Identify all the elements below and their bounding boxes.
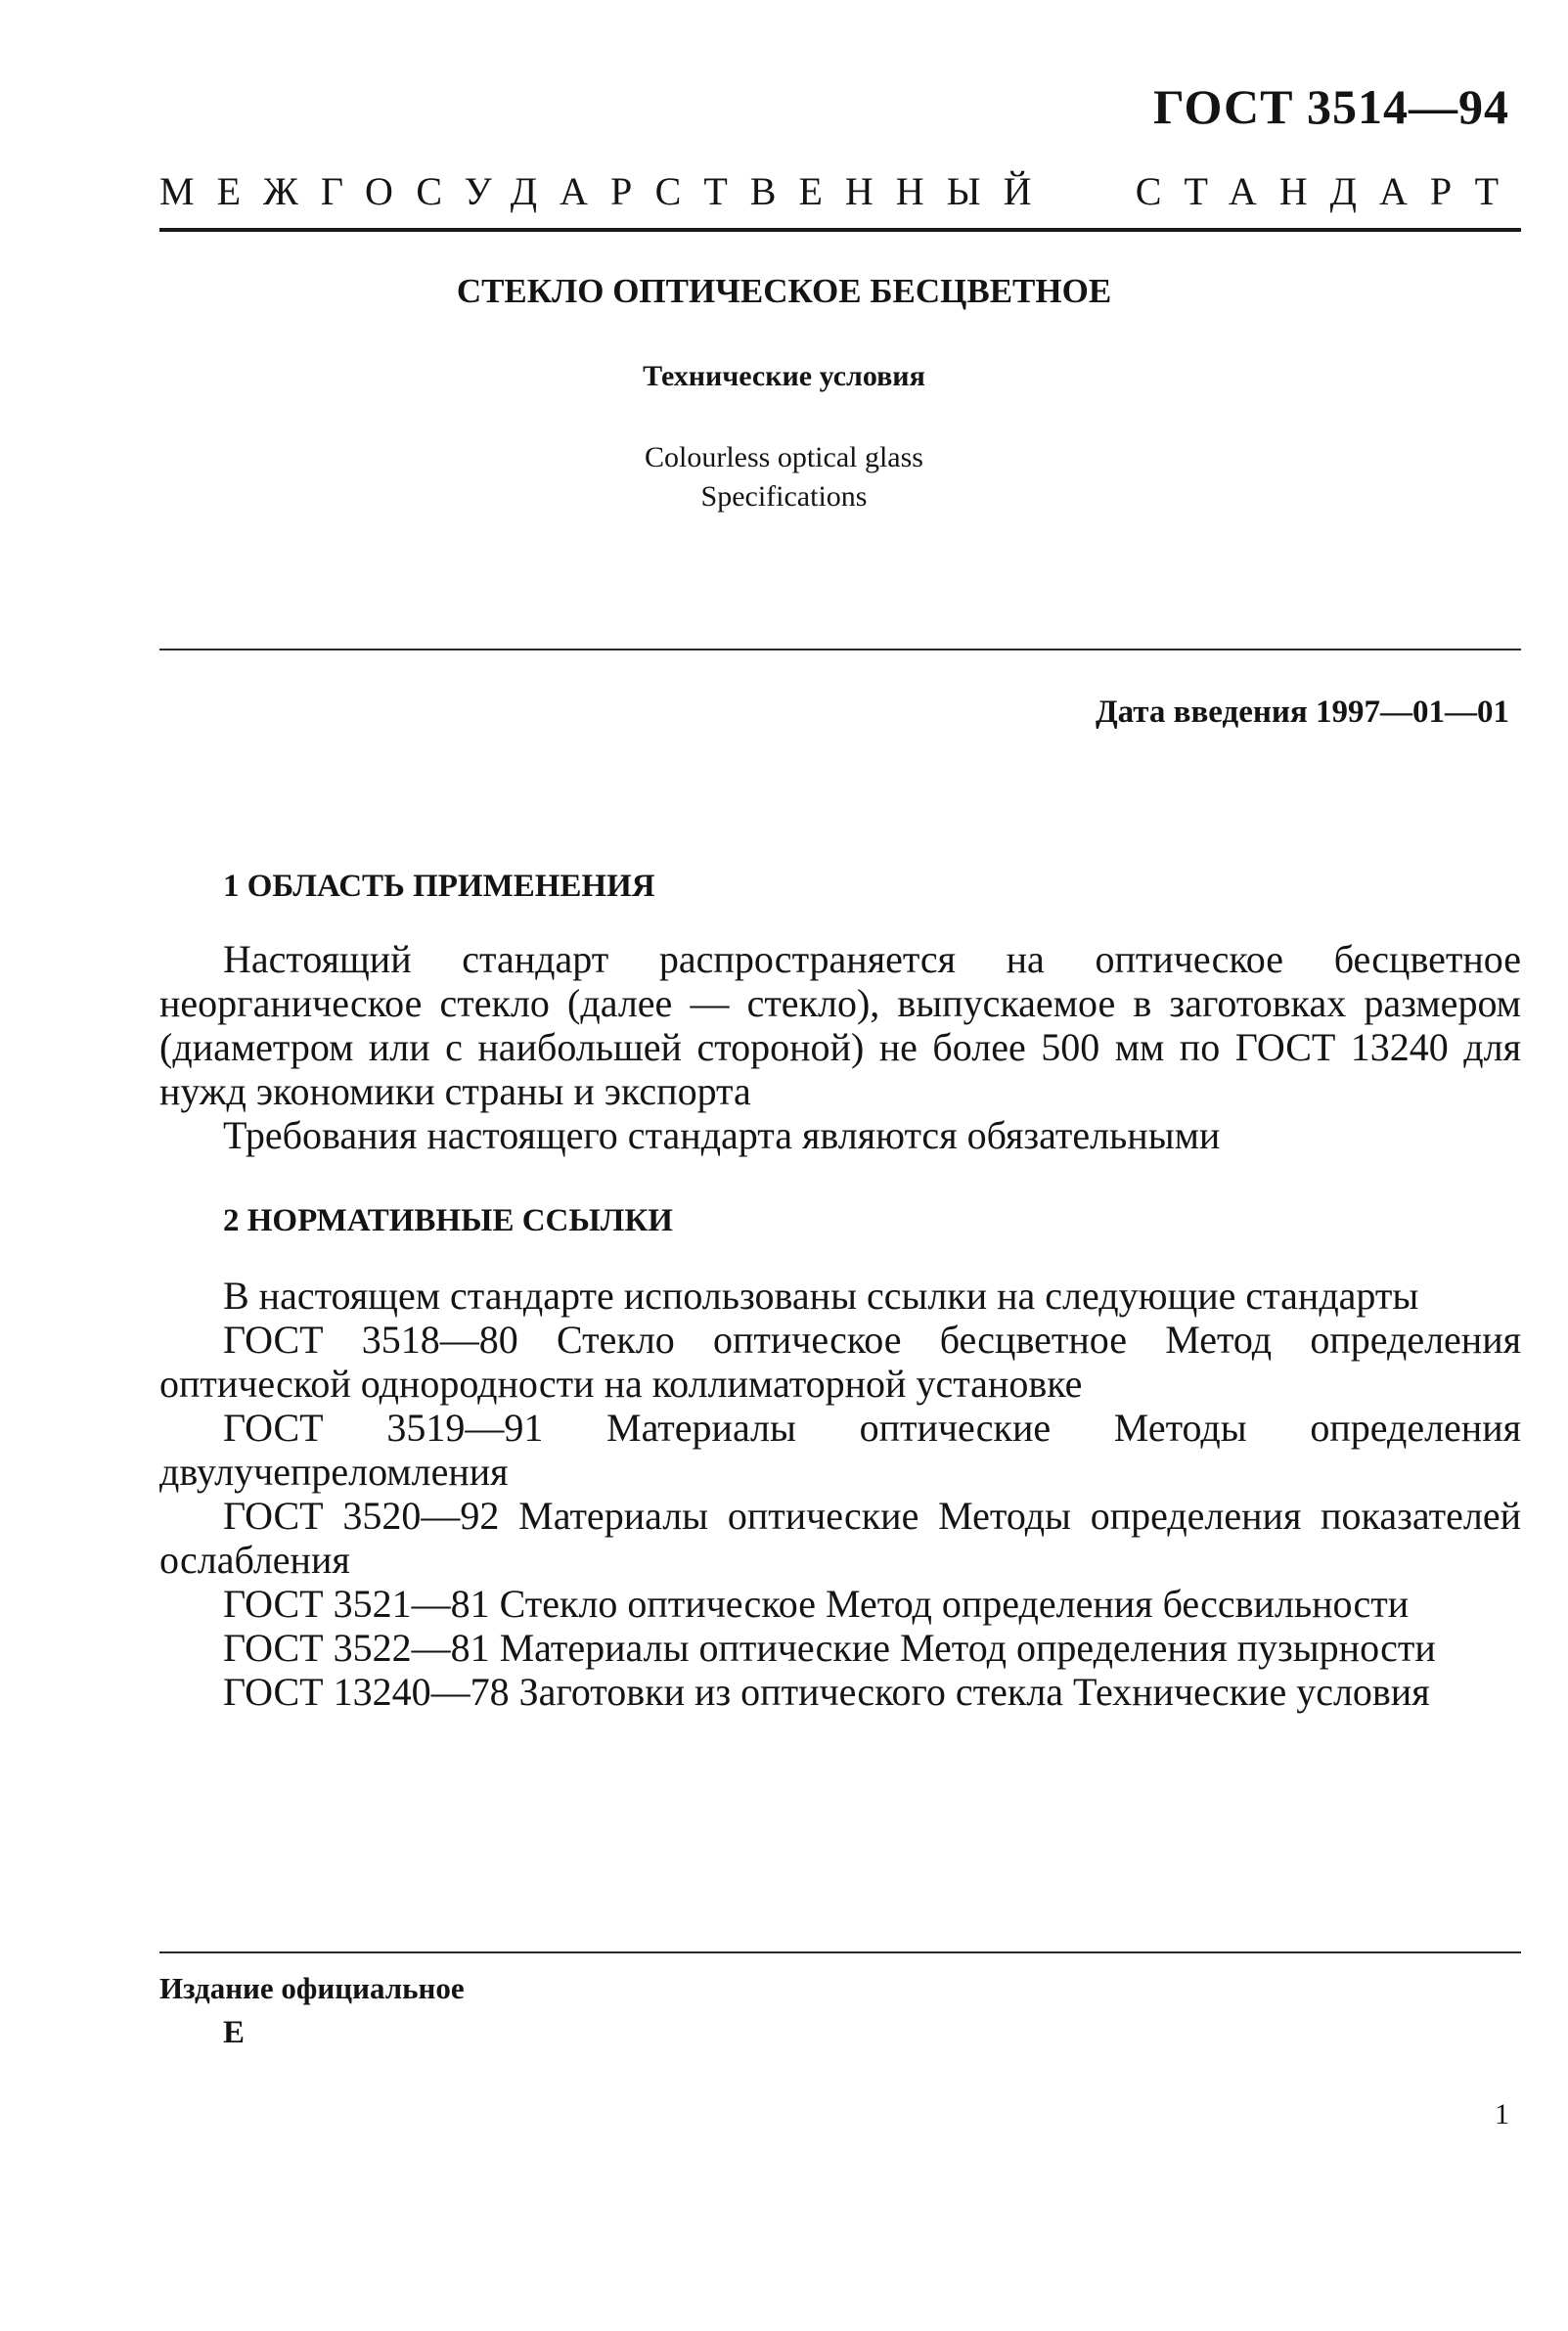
standard-subtitle: Технические условия xyxy=(643,360,925,392)
title-rule xyxy=(159,649,1521,650)
english-subtitle: Specifications xyxy=(700,480,868,513)
reference-item: ГОСТ 3522—81 Материалы оптические Метод определения пузырности xyxy=(223,1626,1436,1670)
section-scope-body xyxy=(159,937,1521,1157)
reference-item: ГОСТ 3520—92 Материалы оптические Методы определения показателей ослабления xyxy=(159,1494,1521,1582)
paragraph: Требования настоящего стандарта являются обязательными xyxy=(223,1113,1221,1157)
footer-rule xyxy=(159,1951,1521,1953)
section-references-body xyxy=(159,1274,1521,1714)
interstate-standard-banner xyxy=(159,168,1521,214)
introduction-date: Дата введения 1997—01—01 xyxy=(1095,695,1509,730)
reference-item: ГОСТ 3518—80 Стекло оптическое бесцветное Метод определения оптической однородности на коллиматорной установке xyxy=(159,1318,1521,1406)
english-title-block xyxy=(0,438,1568,516)
banner-word-standard: СТАНДАРТ xyxy=(1135,169,1521,213)
document-number: ГОСТ 3514—94 xyxy=(1152,79,1509,134)
section-heading-references: 2 НОРМАТИВНЫЕ ССЫЛКИ xyxy=(223,1203,673,1238)
paragraph: В настоящем стандарте использованы ссылки на следующие стандарты xyxy=(223,1274,1419,1318)
banner-word-interstate: МЕЖГОСУДАРСТВЕННЫЙ xyxy=(159,169,1054,213)
reference-item: ГОСТ 3519—91 Материалы оптические Методы определения двулучепреломления xyxy=(159,1406,1521,1494)
header-rule xyxy=(159,228,1521,232)
reference-item: ГОСТ 3521—81 Стекло оптическое Метод определения бессвильности xyxy=(223,1582,1410,1626)
standard-title: СТЕКЛО ОПТИЧЕСКОЕ БЕСЦВЕТНОЕ xyxy=(456,272,1112,310)
page-number: 1 xyxy=(1495,2098,1509,2130)
section-heading-scope: 1 ОБЛАСТЬ ПРИМЕНЕНИЯ xyxy=(223,869,655,904)
paragraph: Настоящий стандарт распространяется на оптическое бесцветное неорганическое стекло (далее — стекло), выпускаемое в заготовках размером (диаметром или с наибольшей стороной) не более 500 мм по ГОСТ 13240 для нужд экономики страны и экспорта xyxy=(159,937,1521,1113)
official-edition-label: Издание официальное xyxy=(159,1971,465,2005)
reference-item: ГОСТ 13240—78 Заготовки из оптического стекла Технические условия xyxy=(223,1670,1430,1714)
edition-letter: Е xyxy=(223,2015,246,2050)
english-title: Colourless optical glass xyxy=(645,441,923,473)
